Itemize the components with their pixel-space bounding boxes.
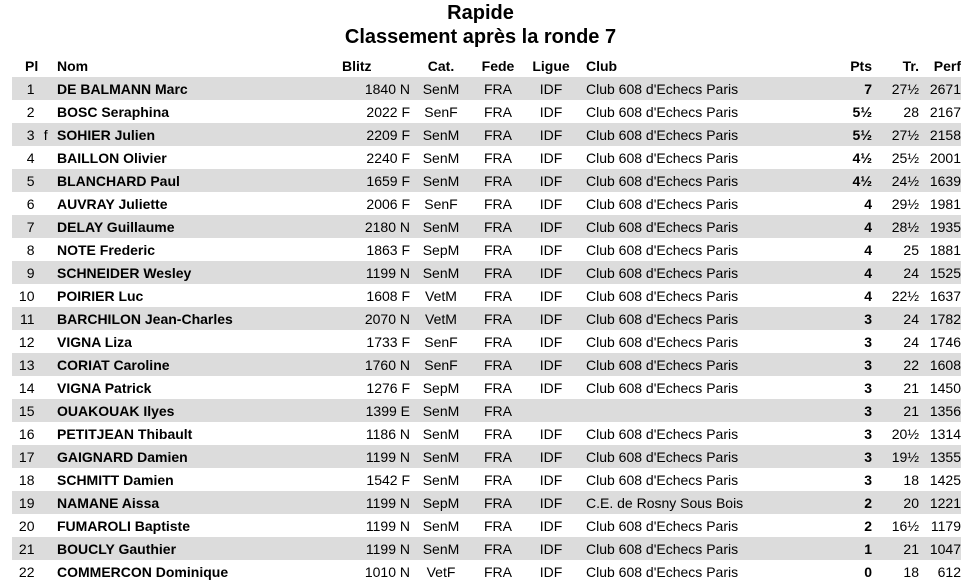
cell-category: SenM <box>410 215 472 238</box>
cell-flag <box>35 537 58 560</box>
table-row <box>12 445 961 468</box>
cell-name: BAILLON Olivier <box>57 149 167 166</box>
cell-blitz-rating: 1760 N <box>342 353 410 376</box>
cell-blitz-rating: 2240 F <box>366 149 410 166</box>
cell-federation: FRA <box>472 261 524 284</box>
cell-place: 20 <box>18 517 35 534</box>
cell-federation: FRA <box>484 425 512 442</box>
cell-blitz-rating: 1276 F <box>366 379 410 396</box>
cell-tiebreak: 20½ <box>891 425 919 442</box>
cell-federation: FRA <box>484 333 512 350</box>
cell-club: Club 608 d'Echecs Paris <box>578 537 836 560</box>
cell-name: NAMANE Aissa <box>57 491 342 514</box>
cell-blitz-rating: 1399 E <box>342 399 410 422</box>
cell-club: Club 608 d'Echecs Paris <box>586 379 739 396</box>
cell-club: Club 608 d'Echecs Paris <box>586 563 739 580</box>
cell-blitz-rating: 1733 F <box>366 333 410 350</box>
cell-league: IDF <box>524 307 578 330</box>
page-title: Rapide <box>447 2 514 24</box>
cell-flag <box>35 514 58 537</box>
table-row <box>12 422 961 445</box>
cell-name: CORIAT Caroline <box>57 353 342 376</box>
cell-points: 5½ <box>836 123 872 146</box>
cell-club: Club 608 d'Echecs Paris <box>586 103 739 120</box>
cell-league: IDF <box>524 215 578 238</box>
cell-name: DELAY Guillaume <box>57 215 342 238</box>
cell-flag <box>35 491 58 514</box>
cell-tiebreak: 24 <box>872 261 919 284</box>
cell-tiebreak: 21 <box>872 537 919 560</box>
cell-category: SenM <box>422 517 460 534</box>
table-row <box>12 284 961 307</box>
cell-league: IDF <box>539 379 563 396</box>
cell-blitz-rating: 1199 N <box>342 491 410 514</box>
cell-league: IDF <box>524 491 578 514</box>
cell-tiebreak: 28 <box>903 103 919 120</box>
cell-federation: FRA <box>472 537 524 560</box>
cell-performance: 1047 <box>919 537 961 560</box>
cell-tiebreak: 22 <box>872 353 919 376</box>
cell-tiebreak: 24 <box>903 333 919 350</box>
cell-league: IDF <box>539 517 563 534</box>
cell-tiebreak: 18 <box>903 471 919 488</box>
cell-tiebreak: 25 <box>903 241 919 258</box>
cell-points: 4 <box>836 215 872 238</box>
cell-club: Club 608 d'Echecs Paris <box>586 287 739 304</box>
cell-blitz-rating: 1840 N <box>342 77 410 100</box>
cell-federation: FRA <box>484 195 512 212</box>
table-row <box>12 468 961 491</box>
cell-league: IDF <box>539 149 563 166</box>
cell-performance: 2671 <box>919 77 961 100</box>
cell-club: Club 608 d'Echecs Paris <box>578 353 836 376</box>
cell-points: 4½ <box>836 169 872 192</box>
cell-federation: FRA <box>472 169 524 192</box>
table-header <box>12 54 961 77</box>
table-row <box>12 261 961 284</box>
col-header-nom: Nom <box>57 57 89 74</box>
table-row <box>12 399 961 422</box>
cell-category: SepM <box>422 241 460 258</box>
cell-name: OUAKOUAK Ilyes <box>57 399 342 422</box>
cell-blitz-rating: 2180 N <box>342 215 410 238</box>
cell-name: BOUCLY Gauthier <box>57 537 342 560</box>
table-row <box>12 146 961 169</box>
cell-performance: 1525 <box>919 261 961 284</box>
cell-federation: FRA <box>484 563 512 580</box>
cell-tiebreak: 21 <box>903 379 919 396</box>
col-header-tr: Tr. <box>902 57 919 74</box>
cell-league <box>524 399 578 422</box>
col-header-perf: Perf <box>933 57 961 74</box>
cell-club: Club 608 d'Echecs Paris <box>586 333 739 350</box>
cell-performance: 1881 <box>929 241 961 258</box>
cell-performance: 1981 <box>929 195 961 212</box>
cell-flag <box>35 192 58 215</box>
cell-points: 4 <box>864 241 872 258</box>
cell-name: PETITJEAN Thibault <box>57 425 193 442</box>
cell-tiebreak: 20 <box>872 491 919 514</box>
cell-category: SenM <box>410 169 472 192</box>
cell-place: 16 <box>18 425 35 442</box>
cell-club <box>578 399 836 422</box>
table-row <box>12 560 961 583</box>
cell-category: SenM <box>410 123 472 146</box>
cell-league: IDF <box>539 195 563 212</box>
cell-tiebreak: 19½ <box>872 445 919 468</box>
cell-flag <box>35 100 58 123</box>
cell-name: VIGNA Patrick <box>57 379 152 396</box>
cell-category: SenF <box>424 103 458 120</box>
cell-points: 7 <box>836 77 872 100</box>
cell-tiebreak: 27½ <box>872 123 919 146</box>
cell-points: 0 <box>864 563 872 580</box>
cell-place: 8 <box>26 241 35 258</box>
cell-federation: FRA <box>472 445 524 468</box>
cell-blitz-rating: 1010 N <box>364 563 410 580</box>
cell-tiebreak: 29½ <box>891 195 919 212</box>
col-header-blitz: Blitz <box>342 57 372 74</box>
cell-federation: FRA <box>472 491 524 514</box>
cell-category: SenF <box>410 353 472 376</box>
table-row <box>12 514 961 537</box>
cell-blitz-rating: 2022 F <box>366 103 410 120</box>
cell-federation: FRA <box>472 353 524 376</box>
cell-blitz-rating: 1542 F <box>366 471 410 488</box>
cell-performance: 1608 <box>919 353 961 376</box>
cell-performance: 1637 <box>929 287 961 304</box>
cell-place: 7 <box>12 215 35 238</box>
cell-category: SepM <box>422 379 460 396</box>
cell-place: 13 <box>12 353 35 376</box>
cell-federation: FRA <box>484 471 512 488</box>
cell-category: SepM <box>410 491 472 514</box>
cell-federation: FRA <box>484 287 512 304</box>
cell-league: IDF <box>524 537 578 560</box>
cell-category: VetM <box>425 287 457 304</box>
cell-flag <box>35 445 58 468</box>
cell-category: SenM <box>422 425 460 442</box>
cell-performance: 612 <box>937 563 961 580</box>
cell-club: Club 608 d'Echecs Paris <box>586 241 739 258</box>
standings-table <box>12 54 961 583</box>
cell-points: 3 <box>836 445 872 468</box>
cell-flag <box>35 330 58 353</box>
cell-place: 18 <box>18 471 35 488</box>
cell-points: 3 <box>836 399 872 422</box>
cell-place: 19 <box>12 491 35 514</box>
cell-points: 2 <box>864 517 872 534</box>
cell-place: 12 <box>18 333 35 350</box>
cell-flag <box>35 238 58 261</box>
cell-tiebreak: 18 <box>903 563 919 580</box>
cell-blitz-rating: 2209 F <box>342 123 410 146</box>
cell-performance: 1746 <box>929 333 961 350</box>
cell-blitz-rating: 2070 N <box>342 307 410 330</box>
cell-performance: 1450 <box>929 379 961 396</box>
cell-flag <box>35 284 58 307</box>
cell-category: SenM <box>422 149 460 166</box>
cell-place: 11 <box>12 307 35 330</box>
table-row <box>12 215 961 238</box>
cell-federation: FRA <box>472 399 524 422</box>
cell-performance: 1314 <box>929 425 961 442</box>
cell-club: Club 608 d'Echecs Paris <box>586 517 739 534</box>
cell-flag <box>35 261 58 284</box>
table-row <box>12 238 961 261</box>
cell-federation: FRA <box>484 149 512 166</box>
cell-tiebreak: 22½ <box>891 287 919 304</box>
cell-league: IDF <box>524 261 578 284</box>
cell-blitz-rating: 1199 N <box>342 445 410 468</box>
cell-league: IDF <box>524 353 578 376</box>
cell-club: Club 608 d'Echecs Paris <box>578 261 836 284</box>
cell-blitz-rating: 1199 N <box>342 261 410 284</box>
col-header-fede: Fede <box>481 57 515 74</box>
cell-club: Club 608 d'Echecs Paris <box>586 149 739 166</box>
cell-name: SCHNEIDER Wesley <box>57 261 342 284</box>
cell-performance: 1935 <box>919 215 961 238</box>
cell-category: SenM <box>422 471 460 488</box>
page-subtitle: Classement après la ronde 7 <box>344 26 617 48</box>
cell-points: 1 <box>836 537 872 560</box>
cell-points: 5½ <box>852 103 872 120</box>
cell-league: IDF <box>539 425 563 442</box>
table-row <box>12 77 961 100</box>
cell-blitz-rating: 1186 N <box>365 425 410 442</box>
cell-name: BARCHILON Jean-Charles <box>57 307 342 330</box>
cell-flag <box>35 146 58 169</box>
cell-place: 2 <box>26 103 35 120</box>
cell-category: SenM <box>410 77 472 100</box>
cell-federation: FRA <box>484 517 512 534</box>
cell-name: SOHIER Julien <box>57 123 342 146</box>
cell-category: SenM <box>410 399 472 422</box>
table-row <box>12 169 961 192</box>
cell-league: IDF <box>524 445 578 468</box>
cell-category: VetF <box>426 563 456 580</box>
cell-points: 2 <box>836 491 872 514</box>
cell-performance: 1356 <box>919 399 961 422</box>
cell-league: IDF <box>539 241 563 258</box>
cell-performance: 2158 <box>919 123 961 146</box>
cell-performance: 1639 <box>919 169 961 192</box>
col-header-club: Club <box>586 57 618 74</box>
table-row <box>12 537 961 560</box>
cell-blitz-rating: 1199 N <box>342 537 410 560</box>
cell-points: 4½ <box>852 149 872 166</box>
table-row <box>12 100 961 123</box>
cell-points: 4 <box>864 287 872 304</box>
table-row <box>12 307 961 330</box>
cell-league: IDF <box>539 471 563 488</box>
cell-place: 21 <box>12 537 35 560</box>
cell-club: Club 608 d'Echecs Paris <box>578 445 836 468</box>
cell-points: 3 <box>836 353 872 376</box>
cell-category: SenM <box>410 537 472 560</box>
cell-club: Club 608 d'Echecs Paris <box>578 215 836 238</box>
cell-tiebreak: 28½ <box>872 215 919 238</box>
cell-league: IDF <box>539 563 563 580</box>
cell-category: SenF <box>424 195 458 212</box>
cell-name: AUVRAY Juliette <box>57 195 168 212</box>
table-row <box>12 376 961 399</box>
cell-points: 3 <box>836 307 872 330</box>
cell-name: COMMERCON Dominique <box>57 563 229 580</box>
cell-tiebreak: 21 <box>872 399 919 422</box>
cell-performance: 1179 <box>930 517 961 534</box>
cell-points: 4 <box>864 195 872 212</box>
table-body <box>12 77 961 583</box>
cell-league: IDF <box>539 287 563 304</box>
cell-blitz-rating: 1199 N <box>365 517 410 534</box>
cell-performance: 1782 <box>919 307 961 330</box>
cell-federation: FRA <box>472 215 524 238</box>
cell-club: Club 608 d'Echecs Paris <box>586 425 739 442</box>
table-row <box>12 353 961 376</box>
cell-club: C.E. de Rosny Sous Bois <box>578 491 836 514</box>
cell-place: 4 <box>26 149 35 166</box>
cell-points: 3 <box>864 471 872 488</box>
cell-name: POIRIER Luc <box>57 287 144 304</box>
cell-flag: f <box>35 123 58 146</box>
cell-name: NOTE Frederic <box>57 241 156 258</box>
cell-tiebreak: 24 <box>872 307 919 330</box>
cell-category: SenM <box>410 445 472 468</box>
col-header-pl: Pl <box>25 57 39 74</box>
cell-name: BOSC Seraphina <box>57 103 170 120</box>
cell-federation: FRA <box>484 103 512 120</box>
cell-flag <box>35 169 58 192</box>
cell-flag <box>35 399 58 422</box>
cell-performance: 2001 <box>929 149 961 166</box>
cell-club: Club 608 d'Echecs Paris <box>586 471 739 488</box>
cell-name: SCHMITT Damien <box>57 471 174 488</box>
cell-federation: FRA <box>472 123 524 146</box>
cell-place: 10 <box>18 287 35 304</box>
cell-flag <box>35 77 58 100</box>
cell-league: IDF <box>539 333 563 350</box>
cell-club: Club 608 d'Echecs Paris <box>578 77 836 100</box>
cell-points: 4 <box>836 261 872 284</box>
cell-tiebreak: 24½ <box>872 169 919 192</box>
cell-flag <box>35 422 58 445</box>
cell-place: 6 <box>26 195 35 212</box>
cell-performance: 2167 <box>929 103 961 120</box>
cell-points: 3 <box>864 425 872 442</box>
cell-place: 22 <box>18 563 35 580</box>
table-row <box>12 491 961 514</box>
table-row <box>12 192 961 215</box>
cell-flag <box>35 215 58 238</box>
cell-club: Club 608 d'Echecs Paris <box>578 307 836 330</box>
cell-flag <box>35 560 58 583</box>
col-header-ligue: Ligue <box>532 57 570 74</box>
cell-name: DE BALMANN Marc <box>57 77 342 100</box>
cell-blitz-rating: 1608 F <box>366 287 410 304</box>
cell-performance: 1425 <box>929 471 961 488</box>
cell-club: Club 608 d'Echecs Paris <box>578 169 836 192</box>
cell-league: IDF <box>524 77 578 100</box>
cell-points: 3 <box>864 333 872 350</box>
cell-tiebreak: 16½ <box>891 517 919 534</box>
cell-tiebreak: 27½ <box>872 77 919 100</box>
table-row <box>12 330 961 353</box>
cell-name: GAIGNARD Damien <box>57 445 342 468</box>
cell-league: IDF <box>539 103 563 120</box>
cell-flag <box>35 353 58 376</box>
cell-category: SenF <box>424 333 458 350</box>
cell-blitz-rating: 2006 F <box>366 195 410 212</box>
cell-place: 3 <box>12 123 35 146</box>
cell-name: FUMAROLI Baptiste <box>57 517 190 534</box>
cell-place: 14 <box>18 379 35 396</box>
cell-league: IDF <box>524 123 578 146</box>
cell-blitz-rating: 1659 F <box>342 169 410 192</box>
cell-place: 5 <box>12 169 35 192</box>
cell-name: BLANCHARD Paul <box>57 169 342 192</box>
cell-league: IDF <box>524 169 578 192</box>
cell-category: VetM <box>410 307 472 330</box>
cell-flag <box>35 376 58 399</box>
cell-club: Club 608 d'Echecs Paris <box>586 195 739 212</box>
cell-federation: FRA <box>472 77 524 100</box>
cell-name: VIGNA Liza <box>57 333 132 350</box>
cell-blitz-rating: 1863 F <box>366 241 410 258</box>
cell-tiebreak: 25½ <box>891 149 919 166</box>
col-header-cat: Cat. <box>427 57 455 74</box>
cell-flag <box>35 307 58 330</box>
table-row <box>12 123 961 146</box>
col-header-pts: Pts <box>850 57 872 74</box>
cell-place: 9 <box>12 261 35 284</box>
cell-club: Club 608 d'Echecs Paris <box>578 123 836 146</box>
cell-federation: FRA <box>484 379 512 396</box>
cell-performance: 1355 <box>919 445 961 468</box>
cell-place: 15 <box>12 399 35 422</box>
cell-performance: 1221 <box>919 491 961 514</box>
cell-flag <box>35 468 58 491</box>
cell-federation: FRA <box>484 241 512 258</box>
cell-category: SenM <box>410 261 472 284</box>
cell-federation: FRA <box>472 307 524 330</box>
cell-place: 17 <box>12 445 35 468</box>
cell-points: 3 <box>864 379 872 396</box>
cell-place: 1 <box>12 77 35 100</box>
header-row <box>12 54 961 77</box>
